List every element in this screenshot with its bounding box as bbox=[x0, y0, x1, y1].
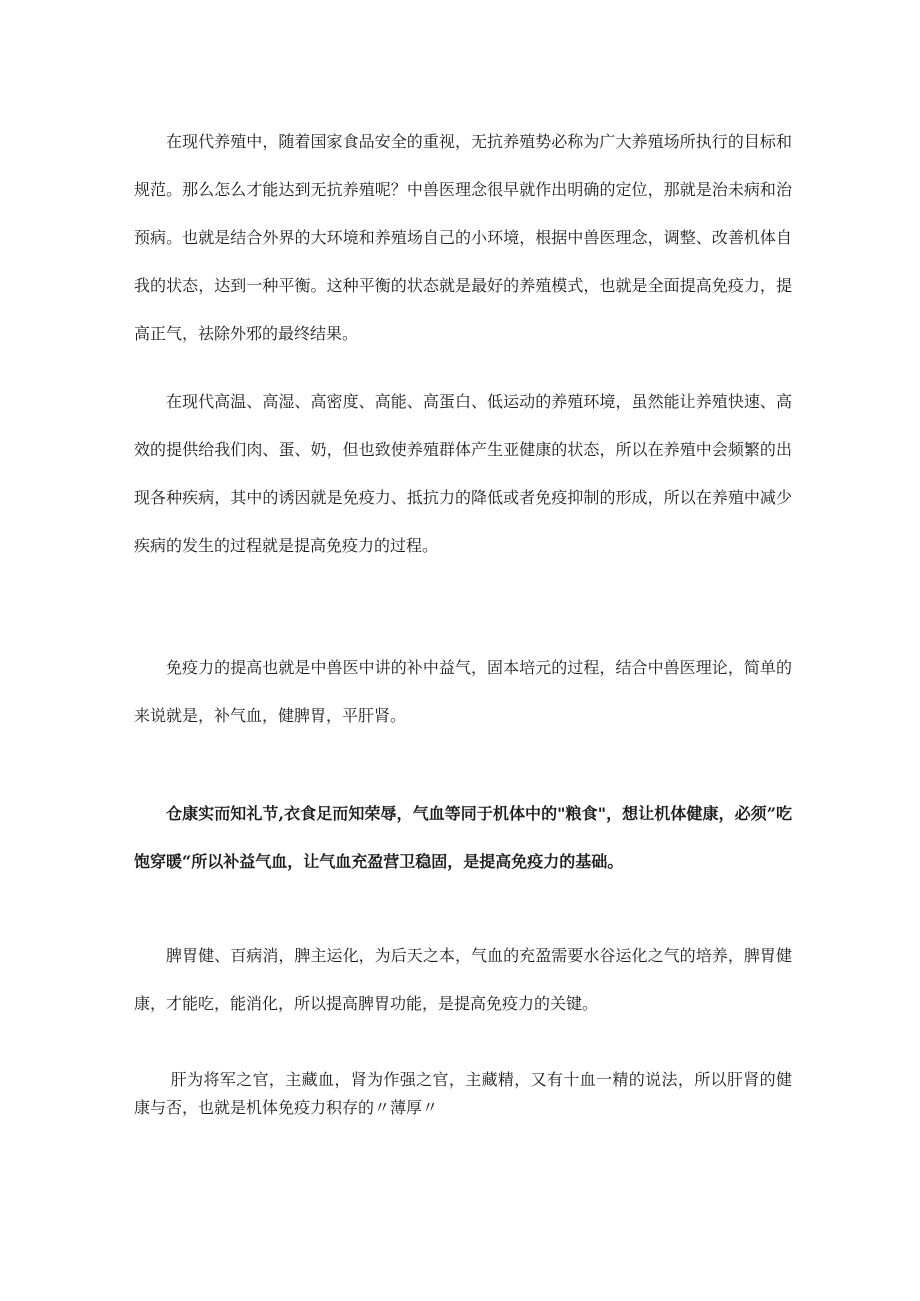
paragraph-qi-blood-foundation: 仓康实而知礼节,衣食足而知荣辱，气血等同于机体中的"粮食"，想让机体健康，必须”吃饱穿暖“所以补益气血，让气血充盈营卫稳固，是提高免疫力的基础。 bbox=[134, 804, 792, 871]
paragraph-liver-kidney: 肝为将军之官，主藏血，肾为作强之官，主藏精，又有十血一精的说法，所以肝肾的健康与否，也就是机体免疫力积存的〃薄厚〃 bbox=[134, 1070, 792, 1117]
paragraph-immunity-improvement: 免疫力的提高也就是中兽医中讲的补中益气，固本培元的过程，结合中兽医理论，简单的来说就是，补气血，健脾胃，平肝肾。 bbox=[134, 658, 792, 725]
paragraph-spleen-stomach: 脾胃健、百病消，脾主运化，为后天之本，气血的充盈需要水谷运化之气的培养，脾胃健康，才能吃，能消化，所以提高脾胃功能，是提高免疫力的关键。 bbox=[134, 946, 792, 1013]
paragraph-antibiotic-free-farming: 在现代养殖中，随着国家食品安全的重视，无抗养殖势必称为广大养殖场所执行的目标和规范。那么怎么才能达到无抗养殖呢？中兽医理念很早就作出明确的定位，那就是治未病和治预病。也就是结合外界的大环境和养殖场自己的小环境，根据中兽医理念，调整、改善机体自我的状态，达到一种平衡。这种平衡的状态就是最好的养殖模式，也就是全面提高免疫力，提高正气，祛除外邪的最终结果。 bbox=[134, 132, 792, 343]
paragraph-farming-environment: 在现代高温、高湿、高密度、高能、高蛋白、低运动的养殖环境，虽然能让养殖快速、高效的提供给我们肉、蛋、奶，但也致使养殖群体产生亚健康的状态，所以在养殖中会频繁的出现各种疾病，其中的诱因就是免疫力、抵抗力的降低或者免疫抑制的形成，所以在养殖中减少疾病的发生的过程就是提高免疫力的过程。 bbox=[134, 392, 792, 555]
